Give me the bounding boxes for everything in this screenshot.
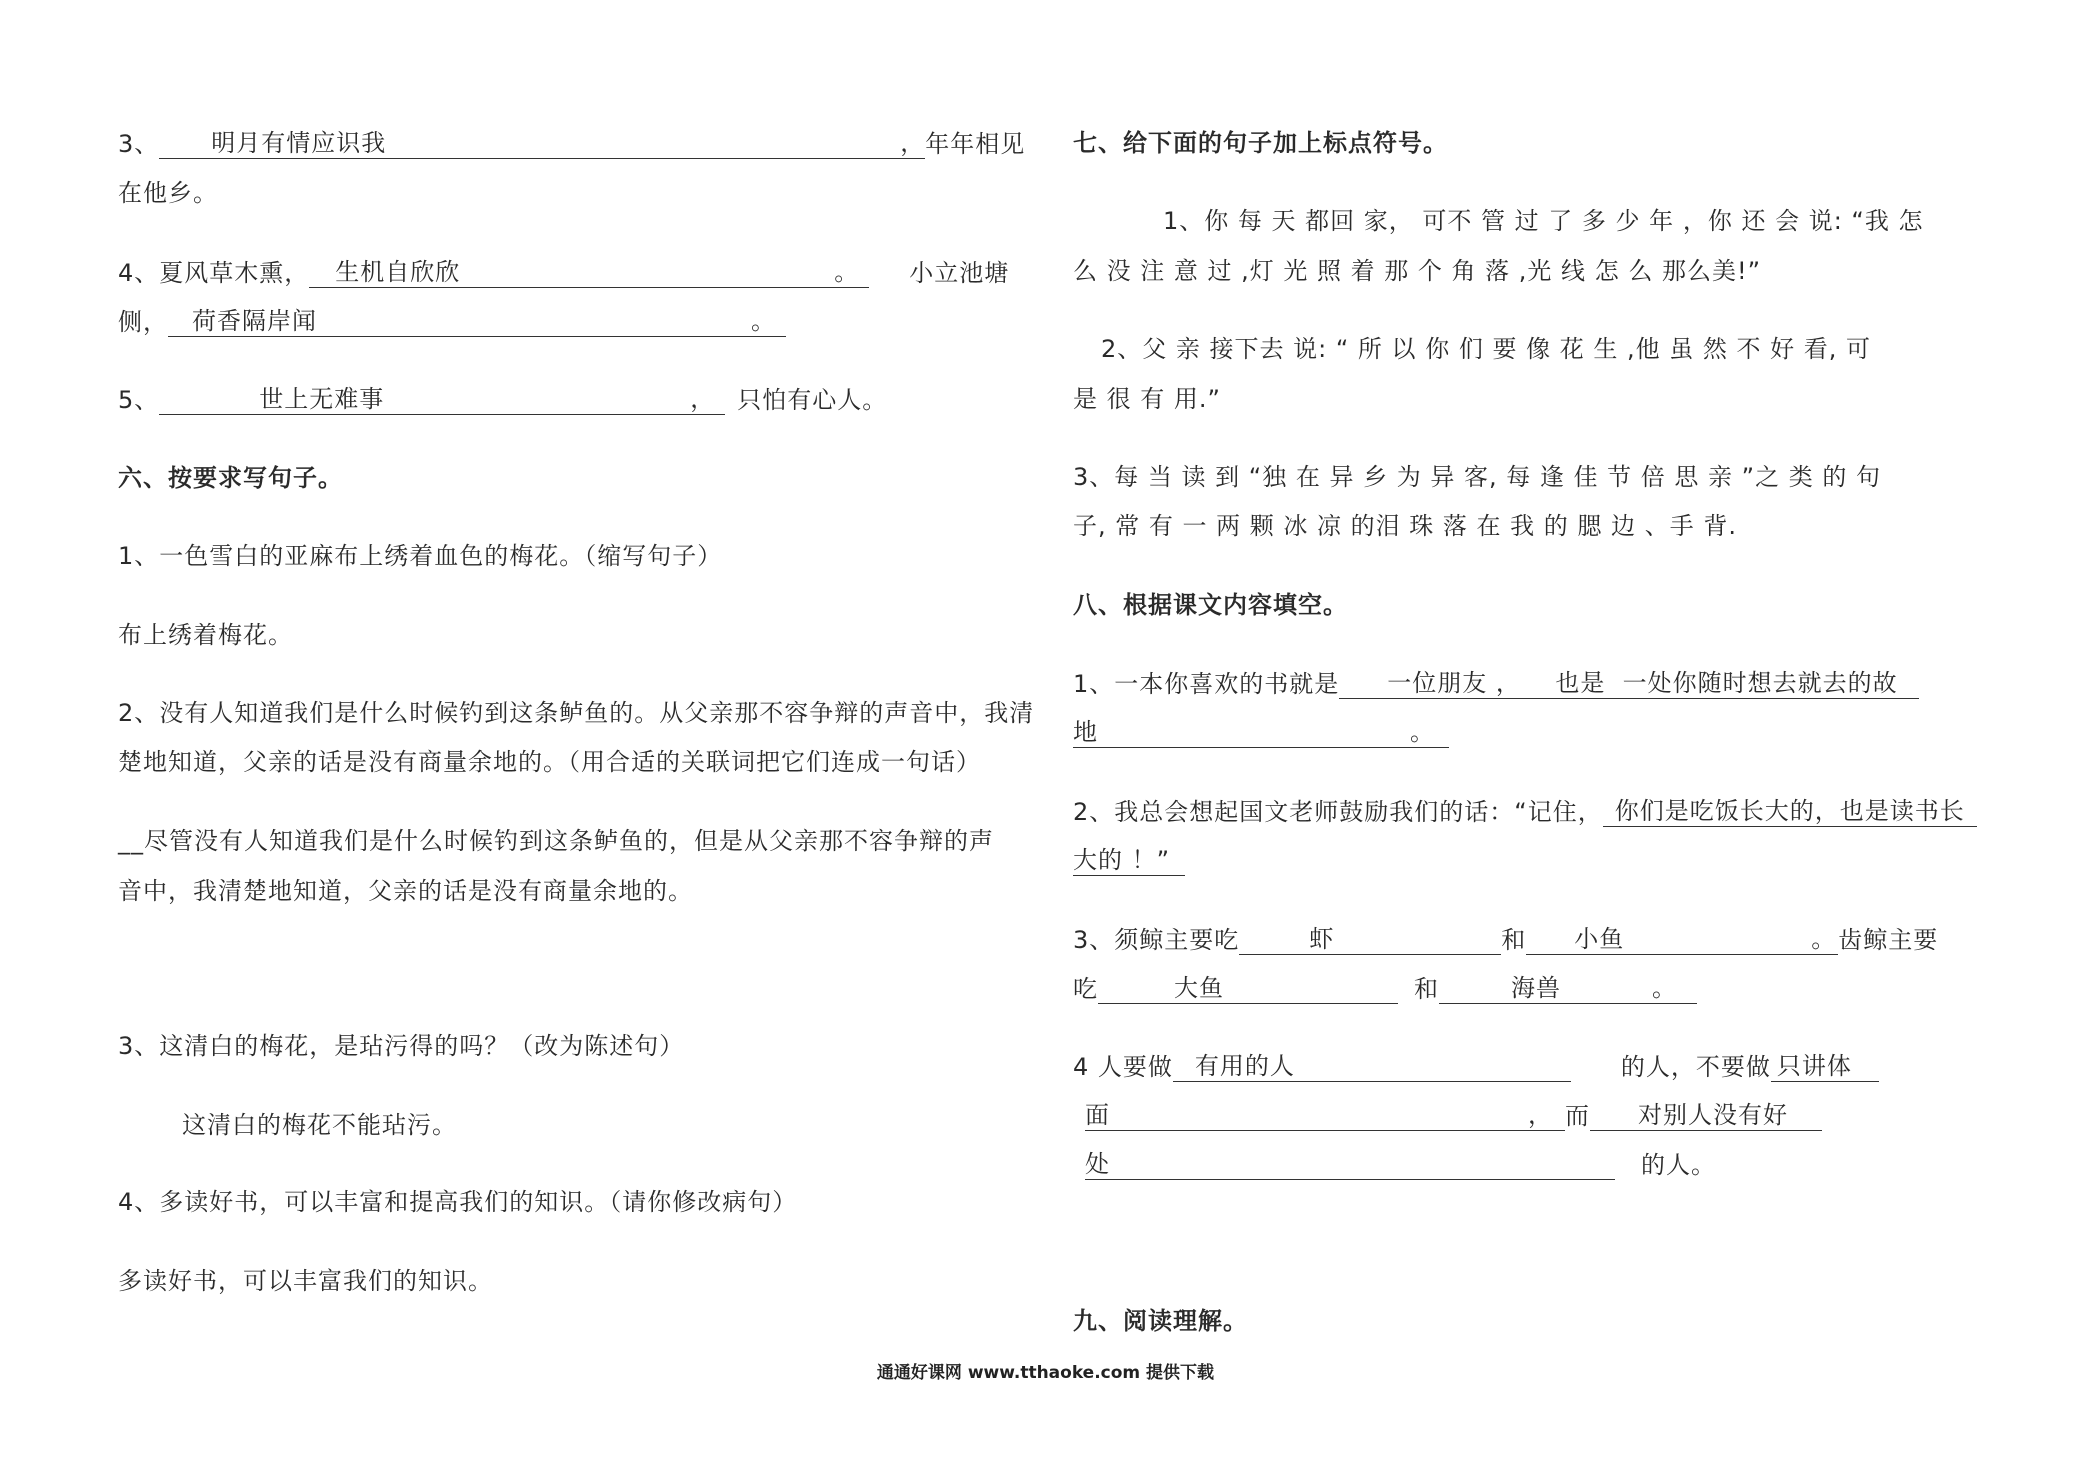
blank-f1: 一位朋友 ， 也是 一处你随时想去就去的故 (1339, 668, 1919, 699)
blank-f4-3: 面 ， (1085, 1100, 1565, 1131)
s4-answer: 多读好书，可以丰富我们的知识。 (118, 1267, 493, 1295)
blank-f4-2: 只讲体 (1771, 1051, 1879, 1082)
blank-f4-1: 有用的人 (1173, 1051, 1571, 1082)
blank-q4-1: 生机自欣欣 。 (309, 257, 869, 288)
blank-f3-3: 大鱼 (1098, 973, 1398, 1004)
f4-line3: 处 的人。 (1085, 1150, 1716, 1179)
section-6-title: 六、按要求写句子。 (118, 464, 343, 492)
p1-line2: 么 没 注 意 过 ,灯 光 照 着 那 个 角 落 ,光 线 怎 么 那么美!” (1073, 257, 1762, 285)
blank-f1-2: 地 。 (1073, 717, 1449, 748)
p3-line2: 子, 常 有 一 两 颗 冰 凉 的泪 珠 落 在 我 的 腮 边 、手 背. (1073, 512, 1737, 540)
p2-line2: 是 很 有 用.” (1073, 385, 1221, 413)
poem-q4-line2: 侧， 荷香隔岸闻 。 (118, 306, 786, 337)
f1-line1: 1、一本你喜欢的书就是 一位朋友 ， 也是 一处你随时想去就去的故 (1073, 668, 1919, 699)
blank-f3-2: 小鱼 。 (1526, 924, 1838, 955)
f2-line1: 2、我总会想起国文老师鼓励我们的话：“记住， 你们是吃饭长大的，也是读书长 (1073, 796, 1977, 827)
poem-q5: 5、 世上无难事 ， 只怕有心人。 (118, 385, 888, 414)
s1-answer: 布上绣着梅花。 (118, 621, 293, 649)
blank-f2: 你们是吃饭长大的，也是读书长 (1603, 796, 1977, 827)
poem-q4-line1: 4、夏风草木熏， 生机自欣欣 。 小立池塘 (118, 258, 1010, 287)
s4-question: 4、多读好书，可以丰富和提高我们的知识。（请你修改病句） (118, 1188, 798, 1216)
f2-line2 (1073, 845, 1185, 876)
blank-q5: 世上无难事 ， (159, 384, 725, 415)
blank-f3-1: 虾 (1239, 924, 1501, 955)
blank-f4-4: 对别人没有好 (1590, 1100, 1822, 1131)
s3-question: 3、这清白的梅花，是玷污得的吗？（改为陈述句） (118, 1032, 685, 1060)
poem-q3-line1: 3、 明月有情应识我 ， 年年相见 (118, 129, 1026, 158)
section-9-title: 九、阅读理解。 (1073, 1307, 1248, 1335)
f4-line2: 面 ， 而 对别人没有好 (1085, 1100, 1822, 1131)
p3-line1: 3、每 当 读 到 “独 在 异 乡 为 异 客, 每 逢 佳 节 倍 思 亲 ”之 类 的 句 (1073, 463, 1881, 491)
f1-line2 (1073, 717, 1449, 748)
s1-question: 1、一色雪白的亚麻布上绣着血色的梅花。（缩写句子） (118, 542, 723, 570)
p2-line1: 2、父 亲 接下去 说: “ 所 以 你 们 要 像 花 生 ,他 虽 然 不 好 看, 可 (1101, 335, 1871, 363)
p1-line1: 1、你 每 天 都回 家， 可不 管 过 了 多 少 年 ，你 还 会 说: “我 怎 (1163, 207, 1924, 235)
s2-question-line2: 楚地知道，父亲的话是没有商量余地的。（用合适的关联词把它们连成一句话） (118, 748, 981, 776)
section-7-title: 七、给下面的句子加上标点符号。 (1073, 129, 1448, 157)
footer-credit: 通通好课网 www.tthaoke.com 提供下载 (876, 1363, 1215, 1383)
f4-line1: 4 人要做 有用的人 的人，不要做 只讲体 (1073, 1051, 1879, 1082)
blank-f4-5: 处 (1085, 1149, 1615, 1180)
f3-line2: 吃 大鱼 和 海兽 。 (1073, 973, 1697, 1004)
s2-answer-line2: 音中，我清楚地知道，父亲的话是没有商量余地的。 (118, 877, 693, 905)
s3-answer: 这清白的梅花不能玷污。 (182, 1111, 457, 1139)
s2-answer-line1: __尽管没有人知道我们是什么时候钓到这条鲈鱼的，但是从父亲那不容争辩的声 (118, 827, 994, 855)
f3-line1: 3、须鲸主要吃 虾 和 小鱼 。 齿鲸主要 (1073, 925, 1939, 954)
blank-q3: 明月有情应识我 ， (159, 128, 925, 159)
blank-f3-4: 海兽 。 (1439, 973, 1697, 1004)
blank-f2-2: 大的 ！” (1073, 845, 1185, 876)
section-8-title: 八、根据课文内容填空。 (1073, 591, 1348, 619)
poem-q3-line2: 在他乡。 (118, 179, 218, 207)
blank-q4-2: 荷香隔岸闻 。 (168, 306, 786, 337)
s2-question-line1: 2、没有人知道我们是什么时候钓到这条鲈鱼的。从父亲那不容争辩的声音中，我清 (118, 699, 1035, 727)
